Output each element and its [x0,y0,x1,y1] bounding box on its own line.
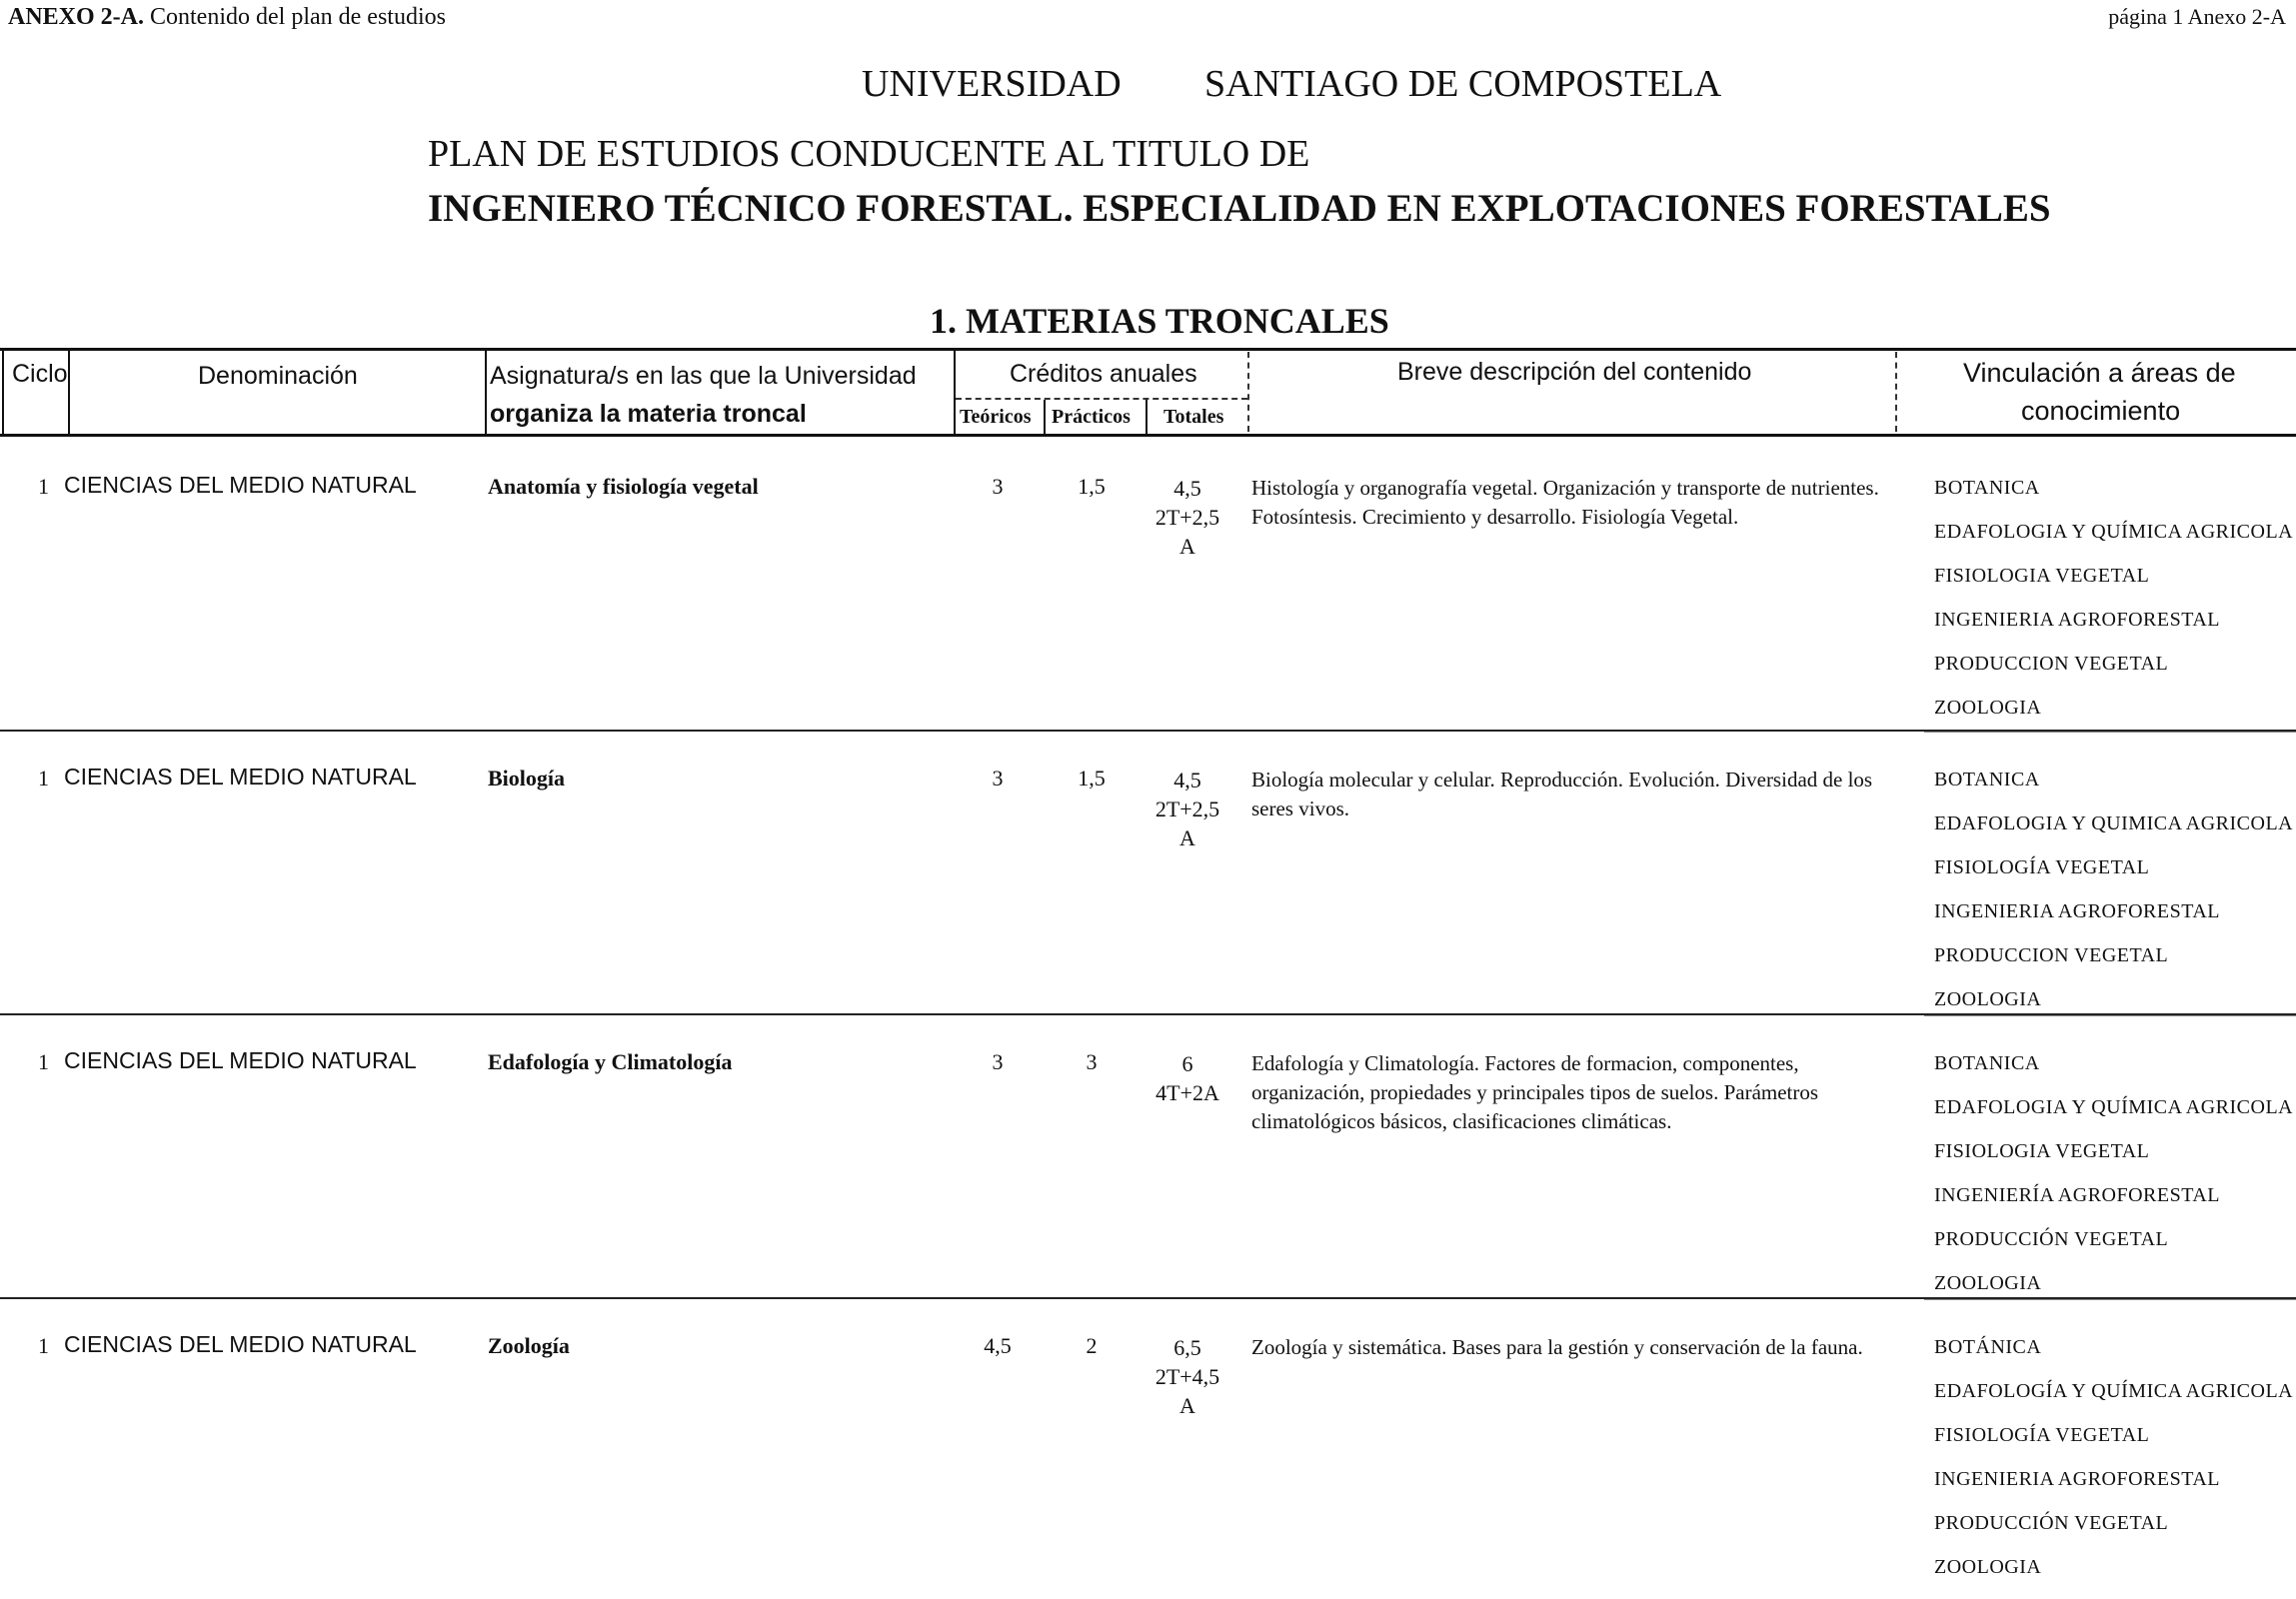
university-label: UNIVERSIDAD [862,63,1122,105]
annex-description: Contenido del plan de estudios [150,4,446,30]
totales-breakdown-suffix: A [1179,534,1195,559]
page-number: página 1 Anexo 2-A [2108,4,2286,29]
col-vinculacion-line1: Vinculación a áreas de [1963,358,2236,388]
area-item: INGENIERIA AGROFORESTAL [1934,900,2221,922]
totales-value: 6,5 [1173,1335,1201,1360]
row-descripcion: Biología molecular y celular. Reproducción. Evolución. Diversidad de los seres vivos. [1251,768,1873,820]
row-asignatura: Zoología [488,1333,570,1358]
header-divider [2,350,4,434]
area-item: BOTANICA [1934,769,2040,791]
area-item: INGENIERÍA AGROFORESTAL [1934,1184,2221,1206]
university-name: SANTIAGO DE COMPOSTELA [1204,63,1722,105]
row-denominacion: CIENCIAS DEL MEDIO NATURAL [64,1047,417,1073]
totales-breakdown: 2T+4,5 [1154,1364,1220,1389]
row-areas [1934,1051,2293,1315]
col-asignatura-line1: Asignatura/s en las que la Universidad [490,362,917,390]
header-top-rule [0,348,2296,351]
row-areas [1934,1335,2293,1599]
row-practicos: 2 [1086,1333,1098,1358]
row-ciclo: 1 [38,766,49,791]
row-practicos: 3 [1086,1049,1098,1074]
header-divider [954,350,956,434]
area-item: FISIOLOGÍA VEGETAL [1934,1424,2150,1446]
header-divider [1044,400,1046,434]
area-item: PRODUCCIÓN VEGETAL [1934,1512,2169,1534]
area-item: BOTANICA [1934,477,2040,499]
table-row [0,438,2296,720]
col-ciclo: Ciclo [12,360,68,388]
header-divider [1146,400,1148,434]
row-separator-tail [1924,1299,2296,1300]
area-item: EDAFOLOGIA Y QUÍMICA AGRICOLA [1934,1096,2294,1118]
plan-subtitle: PLAN DE ESTUDIOS CONDUCENTE AL TITULO DE [428,133,1310,175]
totales-breakdown-suffix: A [1179,825,1195,850]
area-item: ZOOLOGIA [1934,1272,2042,1294]
col-creditos: Créditos anuales [1010,360,1197,388]
row-teoricos: 3 [992,474,1004,499]
totales-breakdown: 2T+2,5 [1154,797,1220,821]
table-row [0,1297,2296,1579]
totales-value: 6 [1181,1051,1193,1076]
row-descripcion: Histología y organografía vegetal. Organización y transporte de nutrientes. Fotosíntesis. Crecimiento y desarrollo. Fisiología Vegetal. [1251,476,1879,529]
row-areas [1934,768,2293,1031]
row-descripcion: Edafología y Climatología. Factores de formacion, componentes, organización, propiedades y principales tipos de suelos. Parámetros climatológicos básicos, clasificaciones climáticas. [1251,1051,1819,1133]
section-title: 1. MATERIAS TRONCALES [930,301,1389,341]
area-item: FISIOLOGIA VEGETAL [1934,1140,2150,1162]
row-descripcion: Zoología y sistemática. Bases para la gestión y conservación de la fauna. [1251,1335,1863,1359]
row-denominacion: CIENCIAS DEL MEDIO NATURAL [64,764,417,790]
header-divider [1247,352,1249,432]
row-ciclo: 1 [38,1049,49,1074]
col-practicos: Prácticos [1052,406,1131,428]
row-totales [1148,766,1227,852]
area-item: INGENIERIA AGROFORESTAL [1934,1468,2221,1490]
col-descripcion: Breve descripción del contenido [1397,358,1752,386]
row-teoricos: 3 [992,766,1004,791]
header-divider [68,350,70,434]
totales-breakdown: 2T+2,5 [1154,505,1220,530]
annex-heading [8,4,446,31]
col-asignatura-line2: organiza la materia troncal [490,400,807,428]
row-teoricos: 4,5 [984,1333,1012,1358]
table-row [0,1013,2296,1295]
area-item: PRODUCCIÓN VEGETAL [1934,1228,2169,1250]
area-item: ZOOLOGIA [1934,1556,2042,1578]
row-totales [1148,474,1227,561]
col-teoricos: Teóricos [960,406,1032,428]
area-item: BOTÁNICA [1934,1336,2042,1358]
col-totales: Totales [1163,406,1224,428]
row-practicos: 1,5 [1078,766,1106,791]
row-practicos: 1,5 [1078,474,1106,499]
row-asignatura: Anatomía y fisiología vegetal [488,474,759,499]
totales-value: 4,5 [1173,768,1201,793]
header-bottom-rule [0,434,2296,437]
row-asignatura: Biología [488,766,566,791]
row-denominacion: CIENCIAS DEL MEDIO NATURAL [64,1331,417,1357]
totales-value: 4,5 [1173,476,1201,501]
row-ciclo: 1 [38,474,49,499]
area-item: EDAFOLOGIA Y QUIMICA AGRICOLA [1934,812,2294,834]
area-item: ZOOLOGIA [1934,988,2042,1010]
creditos-rule [956,398,1247,400]
area-item: INGENIERIA AGROFORESTAL [1934,609,2221,631]
area-item: ZOOLOGIA [1934,697,2042,719]
area-item: EDAFOLOGÍA Y QUÍMICA AGRICOLA [1934,1380,2294,1402]
row-separator-tail [1924,732,2296,733]
annex-label: ANEXO 2-A. [8,4,144,30]
area-item: PRODUCCION VEGETAL [1934,653,2169,675]
row-separator-tail [1924,1015,2296,1016]
plan-title: INGENIERO TÉCNICO FORESTAL. ESPECIALIDAD EN EXPLOTACIONES FORESTALES [428,187,2051,230]
col-denominacion: Denominación [198,362,358,390]
area-item: EDAFOLOGIA Y QUÍMICA AGRICOLA [1934,521,2294,543]
header-divider [1895,352,1897,432]
row-totales [1148,1049,1227,1107]
row-teoricos: 3 [992,1049,1004,1074]
area-item: BOTANICA [1934,1052,2040,1074]
row-totales [1148,1333,1227,1420]
area-item: FISIOLOGÍA VEGETAL [1934,856,2150,878]
header-divider [485,350,487,434]
row-areas [1934,476,2293,740]
table-row [0,730,2296,1011]
row-ciclo: 1 [38,1333,49,1358]
totales-breakdown: 4T+2A [1155,1080,1219,1105]
area-item: FISIOLOGIA VEGETAL [1934,565,2150,587]
row-asignatura: Edafología y Climatología [488,1049,733,1074]
totales-breakdown-suffix: A [1179,1393,1195,1418]
row-denominacion: CIENCIAS DEL MEDIO NATURAL [64,472,417,498]
col-vinculacion-line2: conocimiento [2021,396,2181,426]
area-item: PRODUCCION VEGETAL [1934,944,2169,966]
